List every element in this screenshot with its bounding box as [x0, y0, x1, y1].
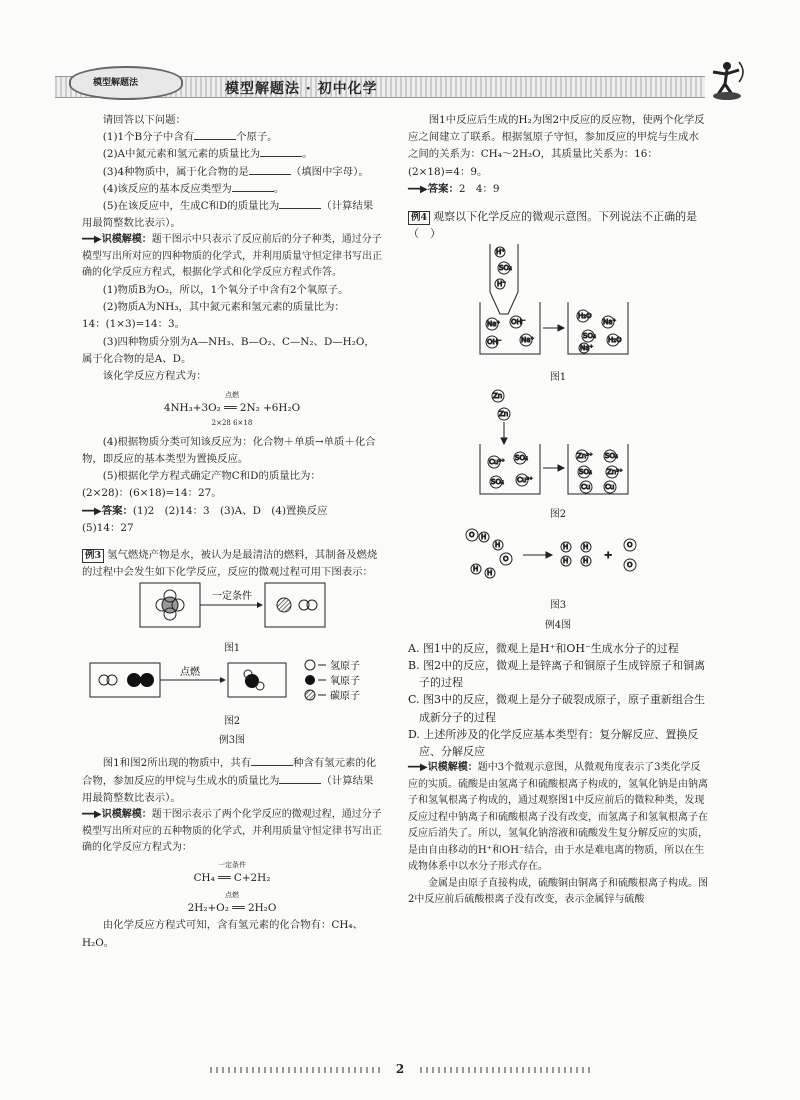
svg-text:SO₄: SO₄ [579, 467, 592, 476]
header-title: 模型解题法 · 初中化学 [225, 81, 378, 97]
option-a: A. 图1中的反应，微观上是H⁺和OH⁻生成水分子的过程 [408, 641, 679, 655]
svg-text:Cu²⁺: Cu²⁺ [517, 475, 533, 484]
svg-text:Zn: Zn [493, 391, 503, 400]
svg-text:Na⁺: Na⁺ [487, 320, 501, 329]
example-tag: 例4 [408, 211, 430, 225]
question-5: (5)在该反应中，生成C和D的质量比为 （计算结果用最简整数比表示）。 [82, 200, 374, 230]
svg-text:H₂O: H₂O [578, 312, 592, 321]
legend-carbon: 碳原子 [330, 690, 360, 702]
arrow-icon: ━━▶ [82, 505, 102, 517]
analysis-block-1: ━━▶识模解模：题干图示中只表示了反应前后的分子种类，通过分子模型写出所对应的四种物质的化学式，并利用质量守恒定律书写出正确的化学反应方程式，根据化学式和化学反应方程式作答。 [82, 234, 382, 279]
arrow-icon: ━━▶ [408, 762, 428, 774]
svg-text:H: H [563, 543, 569, 552]
answer-line-5b: (2×28)：(6×18)=14：27。 [82, 487, 222, 500]
arrow-icon: ━━▶ [82, 234, 102, 246]
answer-summary-2: (5)14：27 [82, 521, 134, 534]
example-tag: 例3 [82, 549, 104, 563]
analysis-block-2: ━━▶识模解模：题干图示表示了两个化学反应的微观过程，通过分子模型写出所对应的五种物质的化学式，并利用质量守恒定律书写出正确的化学反应方程式为： [82, 809, 382, 853]
svg-text:H: H [487, 569, 493, 578]
svg-text:H: H [583, 543, 589, 552]
svg-text:Na⁺: Na⁺ [580, 344, 594, 353]
svg-text:H⁺: H⁺ [496, 248, 505, 257]
svg-text:O: O [469, 531, 475, 540]
svg-text:SO₄: SO₄ [515, 453, 528, 462]
ex4-figure-1 [408, 242, 708, 360]
fig2-condition: 点燃 [180, 666, 200, 678]
answer-line-4: (4)根据物质分类可知该反应为：化合物＋单质→单质＋化合物，即反应的基本类型为置换反应。 [82, 435, 376, 465]
option-b: B. 图2中的反应，微观上是锌离子和铜原子生成锌原子和铜离子的过程 [408, 659, 706, 690]
arrow-icon: ━━▶ [408, 183, 428, 195]
option-c: C. 图3中的反应，微观上是分子破裂成原子，原子重新组合生成新分子的过程 [408, 693, 706, 724]
answer-line-3b: 该化学反应方程式为： [102, 369, 207, 382]
left-column [82, 112, 382, 952]
logo-text: 模型解题法 [93, 78, 139, 88]
legend-hydrogen: 氢原子 [330, 660, 360, 672]
answer-line-2b: 14：(1×3)=14：3。 [82, 318, 185, 331]
ex4-fig2-caption: 图2 [549, 509, 567, 521]
ex3-question: 图1和图2所出现的物质中，共有 种含有氢元素的化合物，参加反应的甲烷与生成水的质量比为 （计算结果用最简整数比表示）。 [82, 757, 377, 804]
svg-text:Cu: Cu [581, 482, 591, 491]
ex4-figure-2 [408, 388, 708, 498]
analysis-block-3: ━━▶识模解模：题中3个微观示意图，从微观角度表示了3类化学反应的实质。硫酸是由氢离子和硫酸根离子构成的，氢氧化钠是由钠离子和氢氧根离子构成的，通过观察图1中反应前后的微粒种类，发现反应过程中钠离子和硫酸根离子没有改变，而氢离子和氢氧根离子在反应后消失了。所以，氢氧化钠溶液和硫酸发生复分解反应的实质，是由自由移动的H⁺和OH⁻结合，由于水是难电离的物质，所以在生成物体系中以水分子形式存在。 [408, 762, 708, 873]
svg-text:H: H [495, 541, 501, 550]
legend-oxygen: 氧原子 [330, 675, 360, 687]
arrow-icon: ━━▶ [82, 809, 102, 820]
svg-text:SO₄: SO₄ [491, 477, 504, 486]
svg-text:H₂O: H₂O [608, 336, 622, 345]
question-4: (4)该反应的基本反应类型为 。 [102, 182, 285, 195]
fig1-condition: 一定条件 [212, 591, 252, 603]
svg-text:O: O [503, 555, 509, 564]
ex3-explanation: 图1中反应后生成的H₂为图2中反应的反应物，使两个化学反应之间建立了联系。根据氢原子守恒，参加反应的甲烷与生成水之间的关系为：CH₄～2H₂O，其质量比关系为：16：(2×18)=4：9。 [408, 114, 705, 178]
svg-text:OH⁻: OH⁻ [511, 318, 526, 327]
answer-line-5: (5)根据化学方程式确定产物C和D的质量比为： [102, 470, 321, 483]
example-3: 例3 氢气燃烧产物是水，被认为是最清洁的燃料，其制备及燃烧的过程中会发生如下化学反应，反应的微观过程可用下图表示： [82, 548, 378, 579]
answer-line-2: (2)物质A为NH₃，其中氮元素和氢元素的质量比为： [102, 301, 345, 314]
svg-text:Zn: Zn [499, 409, 509, 418]
svg-text:O: O [627, 541, 633, 550]
ex4-fig1-caption: 图1 [549, 371, 567, 383]
svg-text:Na⁺: Na⁺ [521, 336, 535, 345]
analysis-block-3b: 金属是由原子直接构成，硫酸铜由铜离子和硫酸根离子构成。图2中反应前后硫酸根离子没有改变，表示金属锌与硫酸 [408, 877, 708, 906]
svg-text:SO₄: SO₄ [605, 451, 618, 460]
svg-text:O: O [627, 561, 633, 570]
question-intro: 请回答以下问题： [102, 114, 186, 126]
archer-icon [705, 58, 747, 100]
ex4-figure-3 [408, 525, 708, 589]
svg-text:SO₄: SO₄ [583, 332, 596, 341]
equation-3: 点燃 2H₂+O₂ ══ 2H₂O [187, 890, 277, 915]
question-1: (1)1个B分子中含有 个原子。 [102, 131, 278, 144]
ex3-fig2-caption: 图2 [223, 715, 241, 727]
answer-summary: ━━▶答案：(1)2 (2)14：3 (3)A、D (4)置换反应 [82, 504, 328, 517]
svg-text:H: H [473, 565, 479, 574]
right-column [408, 112, 708, 909]
svg-text:Na⁺: Na⁺ [603, 318, 617, 327]
equation-1: 点燃 4NH₃+3O₂ ══ 2N₂ +6H₂O 2×28 6×18 [163, 391, 301, 427]
ex3-fig1-caption: 图1 [223, 642, 241, 654]
ex4-caption: 例4图 [544, 619, 572, 631]
example-4: 例4 观察以下化学反应的微观示意图。下列说法不正确的是（ ） [408, 210, 698, 241]
svg-text:Zn²⁺: Zn²⁺ [577, 451, 593, 460]
ex3-answer: ━━▶答案：2 4：9 [408, 182, 500, 195]
svg-text:Zn²⁺: Zn²⁺ [607, 467, 623, 476]
svg-text:H: H [583, 557, 589, 566]
ex3-figure-1 [82, 581, 382, 631]
page-number: 2 [395, 1062, 405, 1076]
answer-line-3: (3)四种物质分别为A—NH₃、B—O₂、C—N₂、D—H₂O，属于化合物的是A、D。 [82, 335, 375, 365]
answer-line-1: (1)物质B为O₂，所以，1个氧分子中含有2个氧原子。 [102, 283, 349, 296]
svg-text:H: H [563, 557, 569, 566]
page-header [55, 58, 745, 100]
ex4-fig3-caption: 图3 [549, 600, 567, 612]
svg-text:Cu: Cu [605, 482, 615, 491]
svg-text:+: + [604, 550, 613, 562]
svg-text:H⁻: H⁻ [497, 280, 506, 289]
logo-badge [69, 66, 183, 100]
ex3-caption: 例3图 [218, 735, 246, 747]
svg-text:Cu²⁺: Cu²⁺ [489, 457, 505, 466]
svg-text:SO₄: SO₄ [499, 264, 512, 273]
ex3-figure-2 [82, 659, 382, 705]
option-d: D. 上述所涉及的化学反应基本类型有：复分解反应、置换反应、分解反应 [408, 727, 699, 759]
question-3: (3)4种物质中，属于化合物的是 （填图中字母）。 [102, 165, 369, 178]
svg-text:H: H [481, 533, 487, 542]
svg-text:OH⁻: OH⁻ [487, 338, 502, 347]
equation-2: 一定条件 CH₄ ══ C+2H₂ [193, 860, 271, 884]
question-2: (2)A中氮元素和氢元素的质量比为 。 [102, 148, 313, 161]
ex3-conclusion: 由化学反应方程式可知，含有氢元素的化合物有：CH₄、H₂O。 [82, 919, 363, 949]
